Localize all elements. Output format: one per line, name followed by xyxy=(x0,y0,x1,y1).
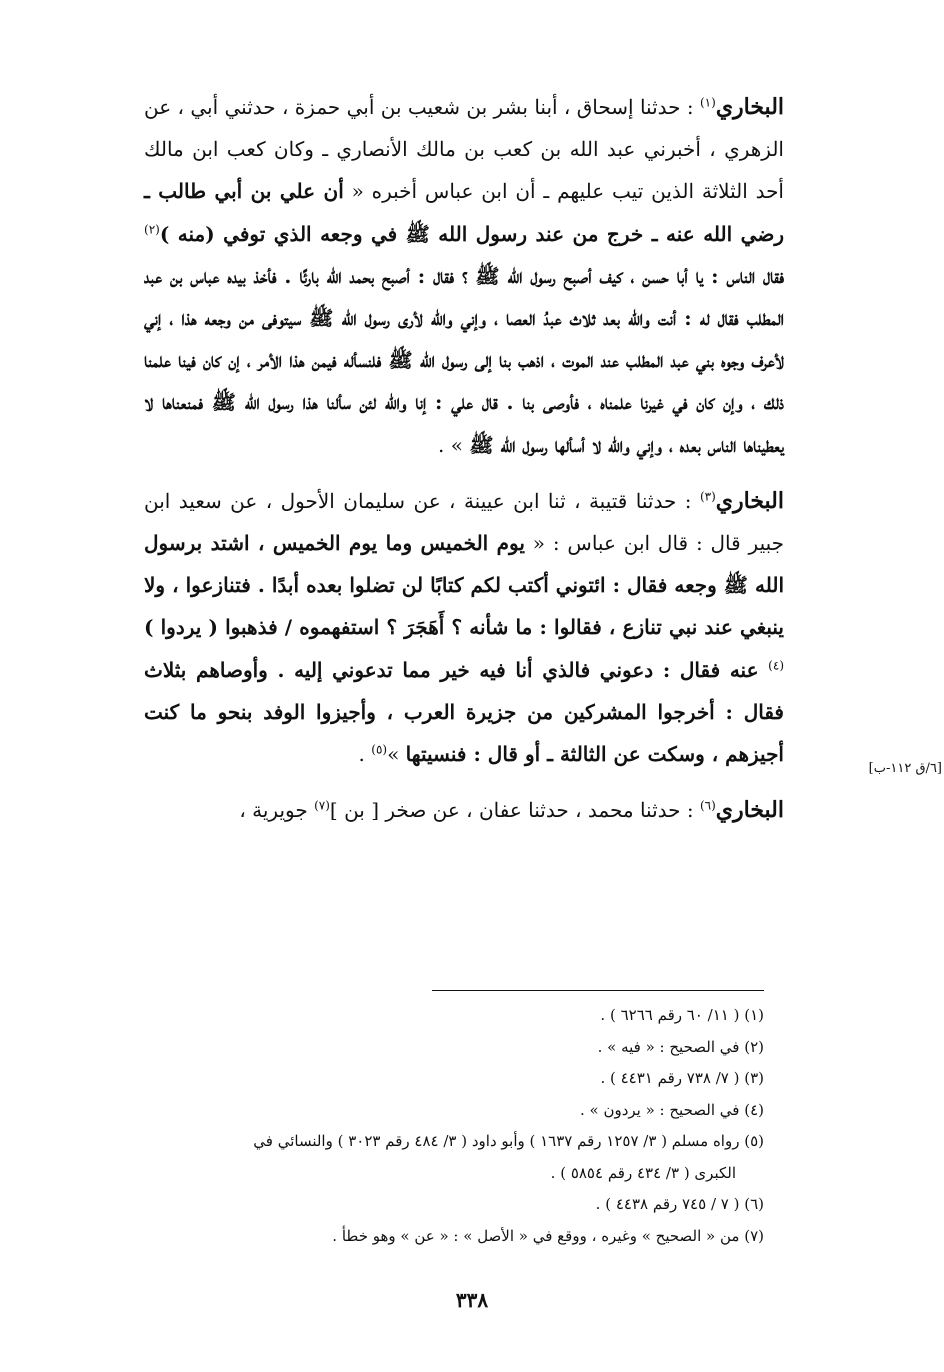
matn-text: أن علي بن أبي طالب ـ رضي الله عنه ـ خرج من عند رسول الله ﷺ في وجعه الذي توفي (منه ) xyxy=(144,179,784,246)
hadith-paragraph xyxy=(144,789,784,831)
matn-text: عنه فقال : دعوني فالذي أنا فيه خير مما تدعوني إليه . وأوصاهم بثلاث فقال : أخرجوا المشركين من جزيرة العرب ، وأجيزوا الوفد بنحو ما كنت أجيزهم ، وسكت عن الثالثة ـ أو قال : فنسيتها xyxy=(144,657,784,767)
footnote-item xyxy=(144,1126,764,1189)
matn-text: فقال الناس : يا أبا حسن ، كيف أصبح رسول الله ﷺ ؟ فقال : أصبح بحمد الله بارئًا . فأخذ بيده عباس بن عبد المطلب فقال له : أنت والله بعد ثلاث عبدُ العصا ، وإني والله لأرى رسول الله ﷺ سيتوفى من وجعه هذا ، إني لأعرف وجوه بني عبد المطلب عند الموت ، اذهب بنا إلى رسول الله ﷺ فلنسأله فيمن هذا الأمر ، إن كان فينا علمنا ذلك ، وإن كان في غيرنا علمناه ، فأوصى بنا . قال علي : إنا والله لئن سألنا هذا رسول الله ﷺ فمنعناها لا يعطيناها الناس بعده ، وإني والله لا أسألها رسول الله ﷺ xyxy=(144,263,784,457)
matn-text: يوم الخميس وما يوم الخميس ، اشتد برسول الله ﷺ وجعه فقال : ائتوني أكتب لكم كتابًا لن تضلوا بعده أبدًا . فتنازعوا ، ولا ينبغي عند نبي تنازع ، فقالوا : ما شأنه ؟ أَهَجَرَ ؟ استفهموه / فذهبوا ( يردوا ) xyxy=(144,531,784,640)
footnote-ref[interactable]: (٢) xyxy=(144,221,160,236)
hadith-paragraph xyxy=(144,86,784,466)
footnote-ref[interactable]: (٥) xyxy=(371,742,388,757)
source-heading: البخاري xyxy=(715,487,784,514)
footnote-ref[interactable]: (١) xyxy=(699,95,716,110)
footnote-item: (٦) ( ٧ / ٧٤٥ رقم ٤٤٣٨ ) . xyxy=(595,1195,764,1213)
main-text xyxy=(144,86,784,845)
footnotes xyxy=(144,1000,764,1252)
isnad-text: جويرية ، xyxy=(239,798,315,823)
footnote-ref[interactable]: (٤) xyxy=(768,657,784,672)
page-number: ٣٣٨ xyxy=(455,1288,489,1312)
isnad-text: : حدثنا إسحاق ، أبنا بشر بن شعيب بن أبي حمزة ، حدثني أبي ، عن الزهري ، أخبرني عبد الله بن كعب بن مالك الأنصاري ـ وكان كعب ابن مالك أحد الثلاثة الذين تيب عليهم ـ أن ابن عباس أخبره « xyxy=(144,95,784,204)
closing-quote: » . xyxy=(438,432,470,457)
footnote-continuation: الكبرى ( ٣/ ٤٣٤ رقم ٥٨٥٤ ) . xyxy=(550,1163,736,1182)
footnote-item: (١) ( ١١/ ٦٠ رقم ٦٢٦٦ ) . xyxy=(600,1006,764,1024)
source-heading: البخاري xyxy=(715,797,784,824)
footnote-ref[interactable]: (٣) xyxy=(699,489,716,504)
footnote-item: (٢) في الصحيح : « فيه » . xyxy=(597,1037,764,1056)
footnote-ref[interactable]: (٧) xyxy=(314,798,330,813)
closing-quote: » xyxy=(387,742,406,767)
footnote-separator xyxy=(432,990,764,991)
period: . xyxy=(358,742,372,767)
isnad-text: : حدثنا محمد ، حدثنا عفان ، عن صخر [ بن ] xyxy=(329,798,694,823)
footnote-text: (٥) رواه مسلم ( ٣/ ١٢٥٧ رقم ١٦٣٧ ) وأبو داود ( ٣/ ٤٨٤ رقم ٣٠٢٣ ) والنسائي في xyxy=(253,1132,764,1150)
isnad-text: : حدثنا قتيبة ، ثنا ابن عيينة ، عن سليمان الأحول ، عن سعيد ابن جبير قال : قال ابن عباس : « xyxy=(144,488,784,556)
footnote-item: (٧) من « الصحيح » وغيره ، ووقع في « الأصل » : « عن » وهو خطأ . xyxy=(332,1226,764,1245)
footnote-item: (٤) في الصحيح : « يردون » . xyxy=(579,1100,764,1119)
footnote-item: (٣) ( ٧/ ٧٣٨ رقم ٤٤٣١ ) . xyxy=(600,1069,764,1087)
hadith-paragraph xyxy=(144,480,784,775)
footnote-ref[interactable]: (٦) xyxy=(699,798,716,813)
source-heading: البخاري xyxy=(715,94,785,120)
manuscript-folio-note: [٦/ق ١١٢-ب] xyxy=(868,761,942,776)
